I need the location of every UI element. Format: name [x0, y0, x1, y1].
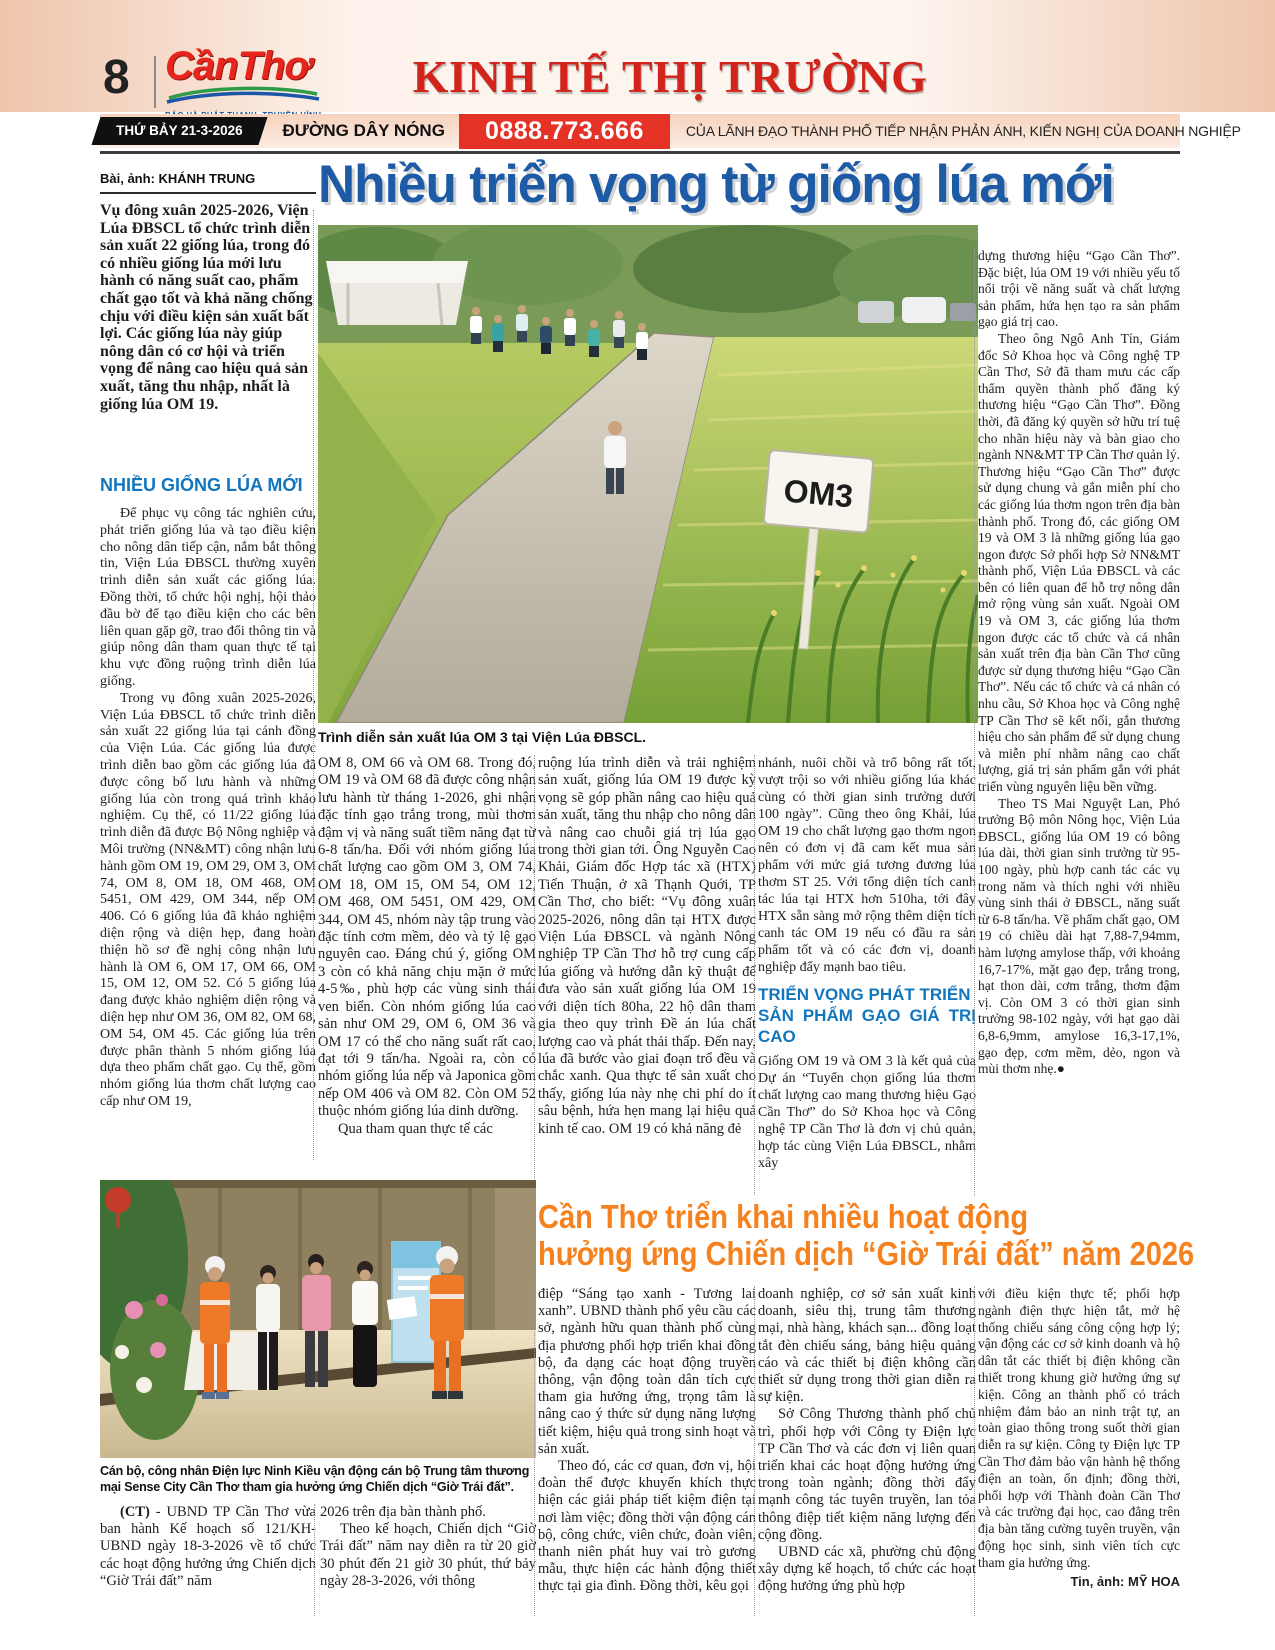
- main-column-5: [978, 248, 1180, 1198]
- hotline-bar: [100, 114, 1241, 148]
- paragraph: doanh nghiệp, cơ sở sản xuất kinh doanh, siêu thị, trung tâm thương mại, nhà hàng, khách sạn... đồng loạt tắt đèn chiếu sáng, bảng hiệu quảng cáo và các thiết bị điện không cần thiết sử dụng trong thời gian diễn ra sự kiện.: [758, 1286, 976, 1406]
- bottom-column-1: [100, 1504, 316, 1618]
- hotline-note: CỦA LÃNH ĐẠO THÀNH PHỐ TIẾP NHẬN PHẢN ÁNH, KIẾN NGHỊ CỦA DOANH NGHIỆP: [685, 123, 1241, 139]
- paragraph: ruộng lúa trình diễn và trải nghiệm sản xuất, giống lúa OM 19 được kỳ vọng sẽ góp phần nâng cao hiệu quả sản xuất, tăng thu nhập cho nông dân và nâng cao chuỗi giá trị lúa gạo trong thời gian tới. Ông Nguyễn Cao Khải, Giám đốc Hợp tác xã (HTX) Tiến Thuận, ở xã Thạnh Quới, TP Cần Thơ, cho biết: “Vụ đông xuân 2025-2026, nông dân tại HTX được Viện Lúa ĐBSCL và ngành Nông nghiệp TP Cần Thơ hỗ trợ cung cấp lúa giống và hướng dẫn kỹ thuật để đưa vào sản xuất giống lúa OM 19 với diện tích 80ha, 22 hộ dân tham gia theo quy trình Đề án lúa chất lượng cao và phát thải thấp. Đến nay, lúa đã bước vào giai đoạn trổ đều và chắc xanh. Qua thực tế sản xuất cho thấy, giống lúa này nhẹ chi phí do ít sâu bệnh, hứa hẹn mang lại hiệu quả kinh tế cao. OM 19 có khả năng đẻ: [538, 755, 756, 1137]
- photo-caption: Trình diễn sản xuất lúa OM 3 tại Viện Lúa ĐBSCL.: [318, 729, 647, 745]
- hotline-label: ĐƯỜNG DÂY NÓNG: [282, 121, 445, 140]
- earth-hour-photo: [100, 1180, 536, 1458]
- photo-caption: Cán bộ, công nhân Điện lực Ninh Kiều vận động cán bộ Trung tâm thương mại Sense City Cần Thơ tham gia hưởng ứng Chiến dịch “Giờ Trái đất”.: [100, 1464, 530, 1494]
- date-chip: [91, 117, 267, 145]
- om3-sign-text: OM3: [782, 472, 855, 515]
- paragraph: điệp “Sáng tạo xanh - Tương lai xanh”. UBND thành phố yêu cầu các sở, ngành hữu quan thành phố cùng địa phương phối hợp triển khai đồng bộ, đa dạng các hoạt động truyền thông, vận động toàn dân tích cực tham gia hưởng ứng, trọng tâm là nâng cao ý thức sử dụng năng lượng tiết kiệm, hiệu quả trong sinh hoạt và sản xuất.: [538, 1286, 756, 1457]
- logo-wordmark: CầnThơ: [165, 44, 311, 88]
- column-divider: [754, 755, 755, 1195]
- page-number: 8: [103, 51, 130, 104]
- leaflet: [387, 1296, 418, 1320]
- paragraph: UBND các xã, phường chủ động xây dựng kế hoạch, tổ chức các hoạt động hưởng ứng phù hợp: [758, 1544, 976, 1595]
- bottom-column-3: [538, 1286, 756, 1618]
- paragraph: 2026 trên địa bàn thành phố.: [320, 1504, 486, 1520]
- lantern: [105, 1187, 131, 1213]
- hotline-number: 0888.773.666: [459, 114, 670, 149]
- column-divider: [754, 1286, 755, 1616]
- section-head-new-varieties: NHIỀU GIỐNG LÚA MỚI: [100, 475, 303, 495]
- header-divider: [154, 56, 156, 108]
- date-label: THỨ BẢY 21-3-2026: [116, 123, 243, 138]
- paragraph: Theo TS Mai Nguyệt Lan, Phó trưởng Bộ môn Nông học, Viện Lúa ĐBSCL, giống lúa OM 19 có bông lúa dài, thời gian sinh trưởng từ 95-100 ngày, phù hợp canh tác các vụ trong năm và thích nghi với nhiều vùng sinh thái ở ĐBSCL, năng suất từ 6-8 tấn/ha. Về phẩm chất gạo, OM 19 có chiều dài hạt 7,88-7,94mm, hàm lượng amylose thấp, với khoảng 16,7-17%, mặt gạo đẹp, trắng trong, hạt thon dài, cơm trắng, thơm đậm vị. Còn OM 3 có thời gian sinh trưởng 98-102 ngày, với hạt gạo dài 6,8-6,9mm, amylose 16,3-17,1%, gạo đẹp, cơm mềm, dẻo, ngon và mùi thơm nhẹ.●: [978, 795, 1180, 1077]
- bottom-column-5: [978, 1286, 1180, 1618]
- byline: Bài, ảnh: KHÁNH TRUNG: [100, 171, 316, 194]
- paragraph: OM 8, OM 66 và OM 68. Trong đó, OM 19 và OM 68 đã được công nhận lưu hành từ tháng 1-2026, ghi nhận đặc tính gạo trắng trong, mùi thơm đậm vị và năng suất tiềm năng đạt từ 6-8 tấn/ha. Đối với nhóm giống lúa chất lượng cao gồm OM 3, OM 74, OM 18, OM 15, OM 54, OM 12, OM 468, OM 5451, OM 429, OM 344, OM 45, nhóm này tập trung vào đặc tính cơm mềm, dẻo và tỷ lệ gạo nguyên cao. Đáng chú ý, giống OM 3 còn có khả năng chịu mặn ở mức 4-5‰, phù hợp các vùng sinh thái ven biển. Còn nhóm giống lúa cao sản như OM 29, OM 6, OM 36 và OM 17 có thể cho năng suất rất cao, đạt tới 9 tấn/ha. Ngoài ra, còn có nhóm giống lúa nếp và Japonica gồm nếp OM 406 và OM 82. Còn OM 52 thuộc nhóm giống lúa dinh dưỡng.: [318, 755, 536, 1120]
- agency-tag: (CT): [120, 1504, 150, 1520]
- bottom-column-2: [320, 1504, 536, 1618]
- column-divider: [534, 755, 535, 1195]
- column-divider: [974, 248, 975, 1196]
- paragraph: Để phục vụ công tác nghiên cứu, phát triển giống lúa và tạo điều kiện cho nông dân tiếp cận, nắm bắt thông tin, Viện Lúa ĐBSCL thường xuyên trình diễn sản xuất các giống lúa. Đồng thời, tổ chức hội nghị, hội thảo đầu bờ để tạo điều kiện cho các bên liên quan gặp gỡ, trao đổi thông tin và giúp nông dân tham quan thực tế tại khu vực đồng ruộng trình diễn lúa giống.: [100, 506, 316, 689]
- paragraph: (CT) - UBND TP Cần Thơ vừa ban hành Kế hoạch số 121/KH-UBND ngày 18-3-2026 về tổ chức các hoạt động hưởng ứng Chiến dịch “Giờ Trái đất” năm: [100, 1504, 316, 1589]
- main-column-2: [318, 755, 536, 1195]
- paragraph: Theo đó, các cơ quan, đơn vị, hội đoàn thể được khuyến khích thực hiện các giải pháp tiết kiệm điện tại nơi làm việc; đồng thời vận động cán bộ, công chức, viên chức, đoàn viên, thanh niên phát huy vai trò gương mẫu, thực hiện các hành động thiết thực tại gia đình. Đồng thời, kêu gọi: [538, 1458, 756, 1595]
- main-headline: [318, 154, 1182, 218]
- bottom-column-4: [758, 1286, 976, 1618]
- column-divider: [974, 1286, 975, 1616]
- paragraph: nhánh, nuôi chồi và trổ bông rất tốt, vượt trội so với nhiều giống lúa khác cùng có thời gian sinh trưởng dưới 100 ngày”. Cũng theo ông Khải, lúa OM 19 cho chất lượng gạo thơm ngon nên có đơn vị đã cam kết mua sản phẩm với mức giá tương đương lúa thơm ST 25. Với tổng diện tích canh tác lúa tại HTX hơn 510ha, tới đây HTX sẵn sàng mở rộng thêm diện tích canh tác OM 19 nếu có đầu ra sản phẩm tốt và có các đơn vị, doanh nghiệp đẩy mạnh bao tiêu.: [758, 756, 976, 975]
- paragraph: Theo ông Ngô Anh Tín, Giám đốc Sở Khoa học và Công nghệ TP Cần Thơ, Sở đã tham mưu các cấp thẩm quyền thành phố đăng ký thương hiệu “Gạo Cần Thơ”. Đồng thời, đã đăng ký quyền sở hữu trí tuệ cho nhãn hiệu này và bàn giao cho ngành NN&MT TP Cần Thơ quản lý. Thương hiệu “Gạo Cần Thơ” được sử dụng chung và gắn miễn phí cho các giống lúa thơm ngon trên địa bàn thành phố. Trong đó, các giống OM 19 và OM 3 là những giống lúa gạo ngon được Sở phối hợp Sở NN&MT thành phố, Viện Lúa ĐBSCL và các bên có liên quan để hỗ trợ nông dân mở rộng vùng sản xuất. Ngoài OM 19 và OM 3, các giống lúa thơm ngon được các tổ chức và cá nhân sản xuất trên địa bàn Cần Thơ cũng được sử dụng thương hiệu “Gạo Cần Thơ”. Nếu các tổ chức và cá nhân có nhu cầu, Sở Khoa học và Công nghệ TP Cần Thơ sẽ kết nối, gắn thương hiệu cho sản phẩm để sử dụng chung và miễn phí nhằm nâng cao chất lượng, giá trị sản phẩm gắn với phát triển vùng nguyên liệu bền vững.: [978, 330, 1180, 794]
- paragraph: Qua tham quan thực tế các: [338, 1120, 493, 1137]
- paragraph: Giống OM 19 và OM 3 là kết quả của Dự án “Tuyển chọn giống lúa thơm chất lượng cao mang thương hiệu Gạo Cần Thơ” do Sở Khoa học và Công nghệ TP Cần Thơ là đơn vị chủ quản, hợp tác cùng Viện Lúa ĐBSCL, nhằm xây: [758, 1054, 976, 1171]
- section-title: KINH TẾ THỊ TRƯỜNG: [412, 51, 928, 102]
- column-divider: [534, 1286, 535, 1616]
- logo-swoosh-icon: [165, 86, 323, 104]
- bottom-headline: Cần Thơ triển khai nhiều hoạt động hưởng ứng Chiến dịch “Giờ Trái đất” năm 2026: [538, 1198, 1195, 1272]
- main-column-4: [758, 755, 976, 1198]
- column-divider: [313, 210, 314, 1160]
- section-head-rice-brand: TRIỂN VỌNG PHÁT TRIỂN SẢN PHẨM GẠO GIÁ TRỊ CAO: [758, 985, 976, 1046]
- paragraph: Sở Công Thương thành phố chủ trì, phối hợp với Công ty Điện lực TP Cần Thơ và các đơn vị liên quan triển khai các hoạt động hưởng ứng trong toàn ngành; đồng thời đẩy mạnh công tác tuyên truyền, lan tỏa thông điệp tiết kiệm năng lượng đến cộng đồng.: [758, 1406, 976, 1543]
- paragraph: Theo kế hoạch, Chiến dịch “Giờ Trái đất” năm nay diễn ra từ 20 giờ 30 phút đến 21 giờ 30 phút, thứ bảy ngày 28-3-2026, với thông: [320, 1521, 536, 1589]
- canopy-tent: [326, 261, 468, 325]
- lead-paragraph: Vụ đông xuân 2025-2026, Viện Lúa ĐBSCL tổ chức trình diễn sản xuất 22 giống lúa, trong đó có nhiều giống lúa mới lưu hành có năng suất cao, phẩm chất gạo tốt và khả năng chống chịu với điều kiện sản xuất bất lợi. Các giống lúa này giúp nông dân có cơ hội và triển vọng để nâng cao hiệu quả sản xuất, tăng thu nhập, nhất là giống lúa OM 19.: [100, 202, 313, 413]
- main-headline-text: Nhiều triển vọng từ giống lúa mới: [318, 155, 1114, 214]
- paragraph: với điều kiện thực tế; phối hợp ngành điện thực hiện tắt, mở hệ thống chiếu sáng công cộng hợp lý; vận động các cơ sở kinh doanh và hộ dân tắt các thiết bị điện không cần thiết trong khung giờ hưởng ứng sự kiện. Công an thành phố có trách nhiệm đảm bảo an ninh trật tự, an toàn giao thông trong suốt thời gian diễn ra sự kiện. Công ty Điện lực TP Cần Thơ đảm bảo vận hành hệ thống điện an toàn, ổn định; đồng thời, phối hợp với Thành đoàn Cần Thơ và các trường đại học, cao đẳng trên địa bàn tăng cường tuyên truyền, vận động học sinh, sinh viên tích cực tham gia hưởng ứng.: [978, 1286, 1180, 1570]
- rice-field-photo: [318, 225, 978, 723]
- paragraph: dựng thương hiệu “Gạo Cần Thơ”. Đặc biệt, lúa OM 19 với nhiều yếu tố nổi trội về năng suất và chất lượng sản phẩm, hứa hẹn tạo ra sản phẩm gạo giá trị cao.: [978, 248, 1180, 330]
- credit-line: Tin, ảnh: MỸ HOA: [1070, 1573, 1180, 1589]
- main-column-1: [100, 506, 316, 1162]
- canتho-logo: [165, 46, 345, 120]
- column-divider: [314, 1504, 315, 1616]
- paragraph: Trong vụ đông xuân 2025-2026, Viện Lúa ĐBSCL tổ chức trình diễn sản xuất 22 giống lúa tại cánh đồng của Viện Lúa. Các giống lúa được trình diễn bao gồm các giống lúa đã được công bố lưu hành và những giống lúa còn trong quá trình khảo nghiệm. Cụ thể, có 11/22 giống lúa trình diễn đã được Bộ Nông nghiệp và Môi trường (NN&MT) công nhận lưu hành gồm OM 19, OM 29, OM 3, OM 74, OM 8, OM 18, OM 468, OM 5451, OM 429, OM 344, nếp OM 406. Có 6 giống lúa đã khảo nghiệm diện rộng và diện hẹp, đang hoàn thiện hồ sơ đề nghị công nhận lưu hành là OM 6, OM 17, OM 66, OM 15, OM 12, OM 52. Có 5 giống lúa đang được khảo nghiệm diện rộng và diện hẹp như OM 36, OM 82, OM 68, OM 54, OM 45. Các giống lúa trên được phân thành 5 nhóm giống lúa dựa theo phẩm chất gạo. Cụ thể, gồm nhóm giống lúa thơm chất lượng cao cấp như OM 19,: [100, 690, 316, 1109]
- main-column-3: [538, 755, 756, 1197]
